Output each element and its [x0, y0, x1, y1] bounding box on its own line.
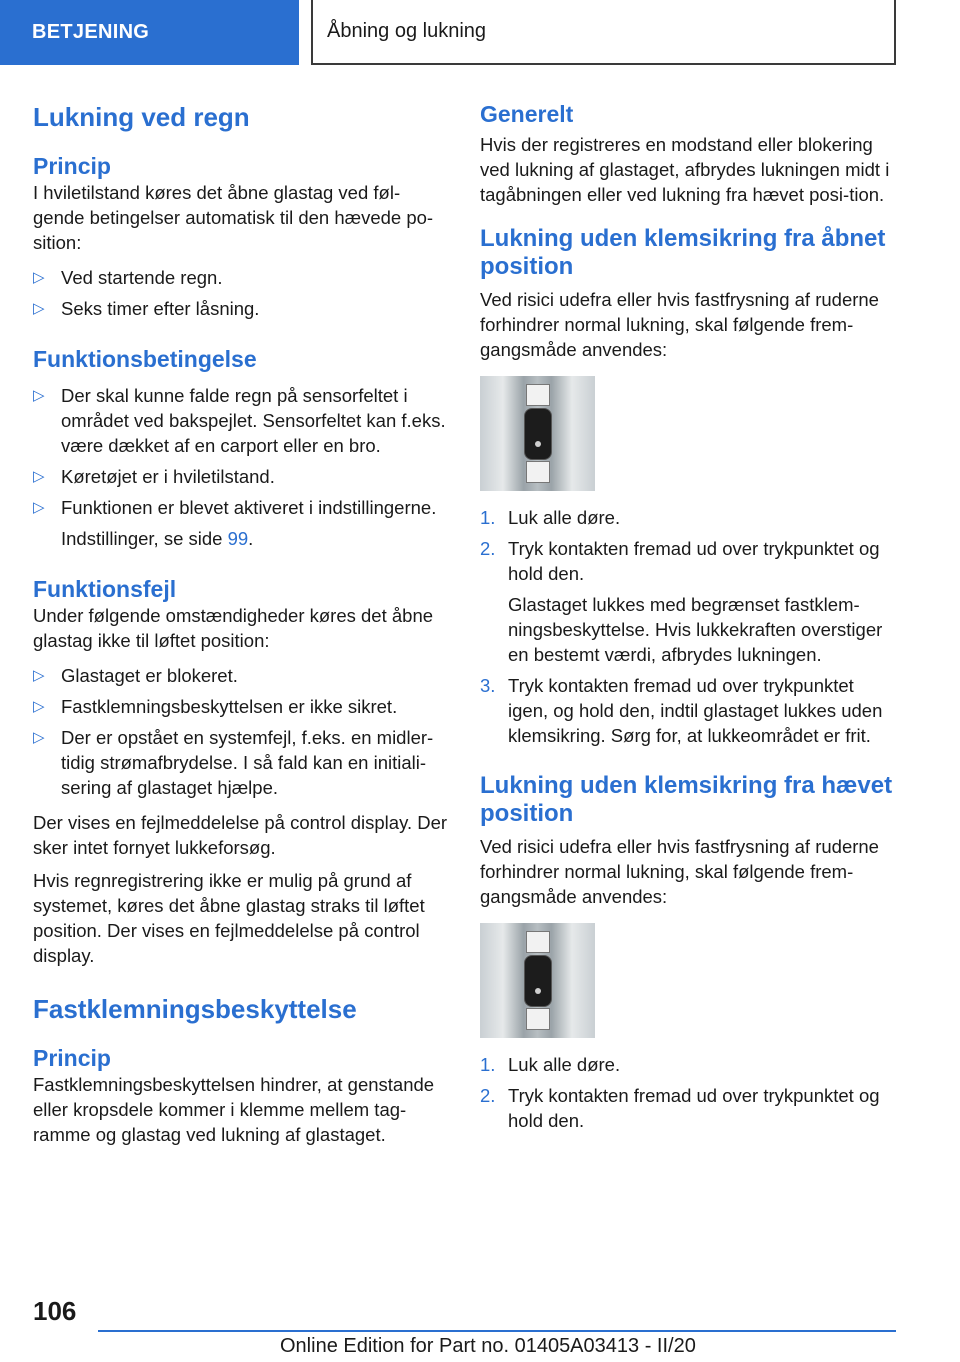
triangle-bullet-icon: ▷ — [33, 269, 45, 286]
list-item: 1. Luk alle døre. — [480, 1054, 621, 1075]
raised-position-heading: Lukning uden klemsikring fra hævet position — [480, 772, 893, 827]
list-item: ▷ Fastklemningsbeskyttelsen er ikke sikret. — [33, 696, 398, 717]
list-item: 1. Luk alle døre. — [480, 507, 621, 528]
open-steps-list — [480, 505, 898, 748]
right-column — [480, 100, 898, 1133]
pinch-principle-text: Fastklemningsbeskyttelsen hindrer, at genstande eller kropsdele kommer i klemme mellem tag-ramme og glastag ved lukning af glastaget. — [33, 1074, 435, 1145]
triangle-bullet-icon: ▷ — [33, 300, 45, 317]
fault-heading: Funktionsfejl — [33, 576, 177, 602]
list-item: 2. Tryk kontakten fremad ud over trykpunktet og hold den. Glastaget lukkes med begrænset fastklem-ningsbeskyttelse. Hvis lukkekraften overstiger en bestemt værdi, afbrydes lukningen. — [480, 536, 898, 667]
principle-text: I hviletilstand køres det åbne glastag ved føl-gende betingelser automatisk til den hævede po-sition: — [33, 182, 434, 253]
page-number: 106 — [33, 1296, 77, 1326]
switch-icon — [524, 955, 552, 1007]
step-note: Glastaget lukkes med begrænset fastklem-ningsbeskyttelse. Hvis lukkekraften overstiger en bestemt værdi, afbrydes lukningen. — [508, 594, 883, 665]
fault-text: Under følgende omstændigheder køres det åbne glastag ikke til løftet position: — [33, 605, 434, 651]
arrow-up-icon — [526, 384, 550, 406]
general-heading: Generelt — [480, 101, 574, 127]
general-text: Hvis der registreres en modstand eller blokering ved lukning af glastaget, afbrydes lukningen midt i tagåbningen eller ved lukning fra hævet posi-tion. — [480, 134, 890, 205]
raised-position-text: Ved risici udefra eller hvis fastfrysning af ruderne forhindrer normal lukning, skal følgende frem-gangsmåde anvendes: — [480, 836, 879, 907]
list-item: ▷ Seks timer efter låsning. — [33, 298, 260, 319]
list-item: 3. Tryk kontakten fremad ud over trykpunktet igen, og hold den, indtil glastaget lukkes uden klemsikring. Sørg for, at lukkeområdet er frit. — [480, 675, 883, 746]
list-item: ▷ Køretøjet er i hviletilstand. — [33, 466, 275, 487]
triangle-bullet-icon: ▷ — [33, 698, 45, 715]
list-item: ▷ Der er opstået en systemfejl, f.eks. en midler-tidig strømafbrydelse. I så fald kan en initiali-sering af glastaget hjælpe. — [33, 727, 434, 798]
arrow-down-icon — [526, 1008, 550, 1030]
switch-icon — [524, 408, 552, 460]
raised-steps-list — [480, 1052, 898, 1133]
roof-switch-image — [480, 376, 595, 491]
open-position-text: Ved risici udefra eller hvis fastfrysning af ruderne forhindrer normal lukning, skal følgende frem-gangsmåde anvendes: — [480, 289, 879, 360]
conditions-heading: Funktionsbetingelse — [33, 346, 257, 372]
principle-list — [33, 265, 449, 321]
settings-reference: Indstillinger, se side 99. — [61, 528, 254, 549]
list-item: ▷ Glastaget er blokeret. — [33, 665, 238, 686]
page-link[interactable]: 99 — [227, 528, 249, 549]
list-item: ▷ Der skal kunne falde regn på sensorfeltet i området ved bakspejlet. Sensorfeltet kan f.eks. være dækket af en carport eller en bro. — [33, 385, 446, 456]
chapter-tab — [311, 0, 896, 65]
conditions-list — [33, 383, 449, 520]
section-label: BETJENING — [32, 21, 150, 43]
arrow-down-icon — [526, 461, 550, 483]
list-item: ▷ Funktionen er blevet aktiveret i indstillingerne. — [33, 497, 437, 518]
principle-heading: Princip — [33, 153, 111, 179]
list-item: ▷ Ved startende regn. — [33, 267, 223, 288]
chapter-label: Åbning og lukning — [327, 20, 487, 42]
left-column — [33, 100, 449, 1147]
triangle-bullet-icon: ▷ — [33, 387, 45, 404]
fault-list — [33, 663, 449, 800]
fault-paragraph-1: Der vises en fejlmeddelelse på control display. Der sker intet fornyet lukkeforsøg. — [33, 812, 448, 858]
rain-closing-title: Lukning ved regn — [33, 102, 250, 132]
fault-paragraph-2: Hvis regnregistrering ikke er mulig på grund af systemet, køres det åbne glastag straks til løftet position. Der vises en fejlmeddelelse på control display. — [33, 870, 425, 966]
open-position-heading: Lukning uden klemsikring fra åbnet position — [480, 225, 886, 280]
roof-switch-image — [480, 923, 595, 1038]
edition-note: Online Edition for Part no. 01405A03413 - II/20 — [280, 1335, 696, 1357]
triangle-bullet-icon: ▷ — [33, 499, 45, 516]
pinch-protection-title: Fastklemningsbeskyttelse — [33, 994, 357, 1024]
section-tab — [0, 0, 299, 65]
triangle-bullet-icon: ▷ — [33, 468, 45, 485]
footer-divider — [98, 1330, 896, 1332]
triangle-bullet-icon: ▷ — [33, 667, 45, 684]
list-item: 2. Tryk kontakten fremad ud over trykpunktet og hold den. — [480, 1085, 880, 1131]
triangle-bullet-icon: ▷ — [33, 729, 45, 746]
pinch-principle-heading: Princip — [33, 1045, 111, 1071]
arrow-up-icon — [526, 931, 550, 953]
